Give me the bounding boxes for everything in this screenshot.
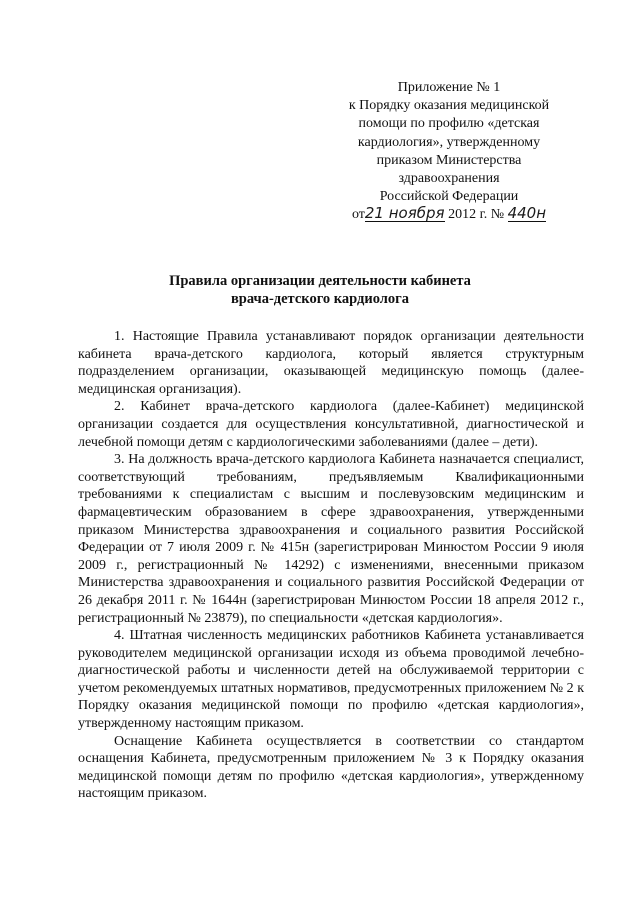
paragraph-2: 2. Кабинет врача-детского кардиолога (далее-Кабинет) медицинской организации создается для осуществления консультативной, диагностической и лечебной помощи детям с кардиологическими заболеваниями (далее – дети). [78,399,584,450]
document-title [60,273,580,308]
annex-line-3: помощи по профилю «детская [358,116,540,132]
year-number-label: 2012 г. № [448,207,505,223]
title-line-1: Правила организации деятельности кабинета [169,273,471,289]
paragraph-5: Оснащение Кабинета осуществляется в соответствии со стандартом оснащения Кабинета, предусмотренным приложением № 3 к Порядку оказания медицинской помощи детям по профилю «детская кардиология», утвержденному настоящим приказом. [78,733,584,802]
annex-line-6: здравоохранения [398,171,500,187]
handwritten-order-number: 440н [507,204,547,223]
title-line-2: врача-детского кардиолога [230,290,410,307]
paragraph-4: 4. Штатная численность медицинских работников Кабинета устанавливается руководителем медицинской организации исходя из объема проводимой лечебно-диагностической работы и численности детей на обслуживаемой территории с учетом рекомендуемых штатных нормативов, предусмотренных приложением № 2 к Порядку оказания медицинской помощи по профилю «детская кардиология», утвержденному настоящим приказом. [78,628,584,732]
annex-line-1: Приложение № 1 [397,80,501,95]
paragraph-1: 1. Настоящие Правила устанавливают порядок организации деятельности кабинета врача-детского кардиолога, который является структурным подразделением организации, оказывающей медицинскую помощь (далее-медицинская организация). [78,329,584,397]
date-prefix: от [351,207,365,223]
order-date-line [318,206,580,224]
annex-header [318,79,580,225]
paragraph-3: 3. На должность врача-детского кардиолога Кабинета назначается специалист, соответствующий требованиям, предъявляемым Квалификационными требованиями к специалистам с высшим и послевузовским медицинским и фармацевтическим образованием в сфере здравоохранения, утвержденными приказом Министерства здравоохранения и социального развития Российской Федерации от 7 июля 2009 г. № 415н (зарегистрирован Минюстом России 9 июля 2009 г., регистрационный № 14292) с изменениями, внесенными приказом Министерства здравоохранения и социального развития Российской Федерации от 26 декабря 2011 г. № 1644н (зарегистрирован Минюстом России 18 апреля 2012 г., регистрационный № 23879), по специальности «детская кардиология». [78,452,584,626]
annex-line-5: приказом Министерства [376,152,522,168]
handwritten-date: 21 ноября [364,204,445,223]
annex-line-7: Российской Федерации [379,189,519,205]
annex-line-4: кардиология», утвержденному [357,134,541,150]
annex-line-2: к Порядку оказания медицинской [348,98,550,114]
document-body [78,328,584,803]
